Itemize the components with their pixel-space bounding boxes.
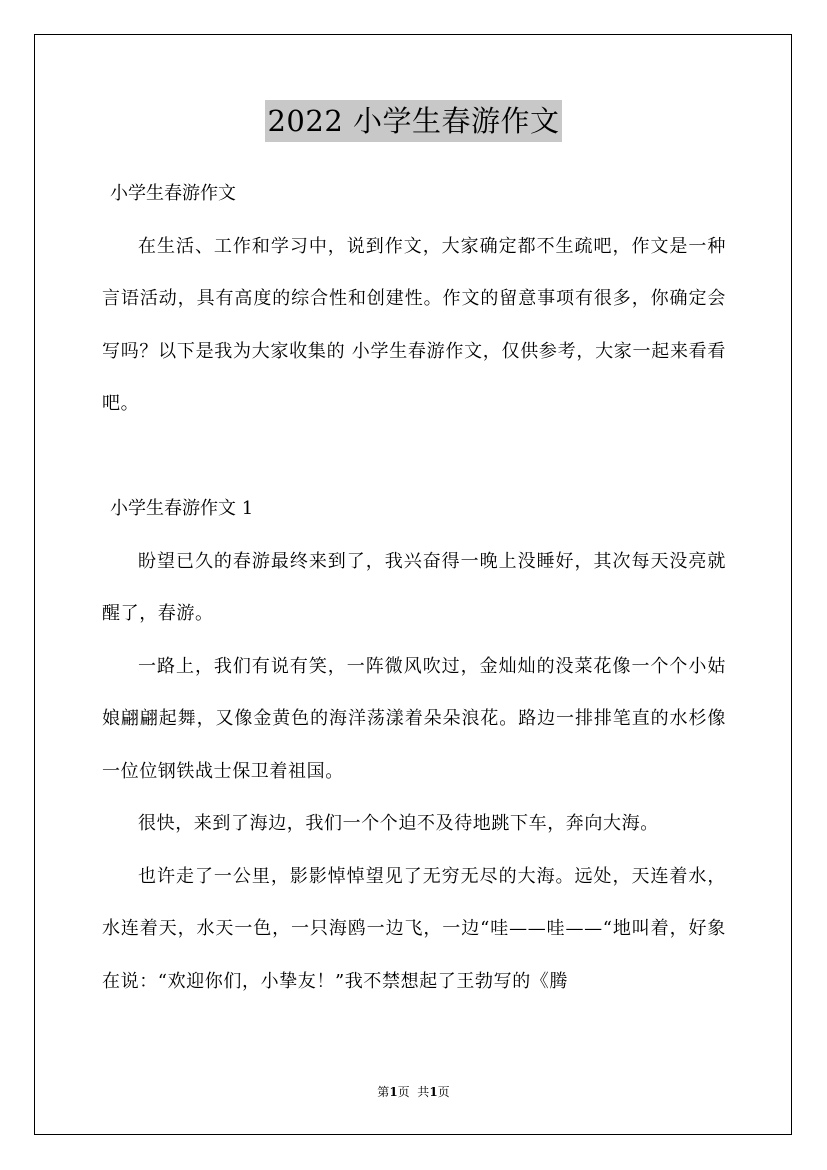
subhead-essay-1: 小学生春游作文 1 [110,498,254,519]
footer-mid: 页 共 [397,1085,430,1099]
title-area [0,100,827,142]
footer-prefix: 第 [377,1085,390,1099]
essay-paragraph: 盼望已久的春游最终来到了，我兴奋得一晚上没睡好，其次每天没亮就醒了，春游。 [102,550,726,624]
footer-suffix: 页 [437,1085,450,1099]
intro-paragraph: 在生活、工作和学习中，说到作文，大家确定都不生疏吧，作文是一种言语活动，具有高度的综合性和创建性。作文的留意事项有很多，你确定会写吗？以下是我为大家收集的 小学生春游作文，仅供参考，大家一起来看看吧。 [102,235,726,414]
document-title: 2022 小学生春游作文 [265,100,561,142]
footer-page-total: 1 [429,1085,438,1099]
essay-paragraph: 也许走了一公里，影影悼悼望见了无穷无尽的大海。远处，天连着水，水连着天，水天一色，一只海鸥一边飞，一边“哇——哇——“地叫着，好象在说：“欢迎你们，小挚友！”我不禁想起了王勃写的《腾 [102,865,726,992]
essay-paragraph: 一路上，我们有说有笑，一阵微风吹过，金灿灿的没菜花像一个个小姑娘翩翩起舞，又像金黄色的海洋荡漾着朵朵浪花。路边一排排笔直的水杉像一位位钢铁战士保卫着祖国。 [102,655,726,782]
page-footer [0,1082,827,1102]
essay-paragraph: 很快，来到了海边，我们一个个迫不及待地跳下车，奔向大海。 [138,813,659,834]
blank-line [102,431,726,484]
document-body [102,168,726,1008]
footer-page-number: 1 [389,1085,398,1099]
subhead-intro: 小学生春游作文 [110,183,236,204]
